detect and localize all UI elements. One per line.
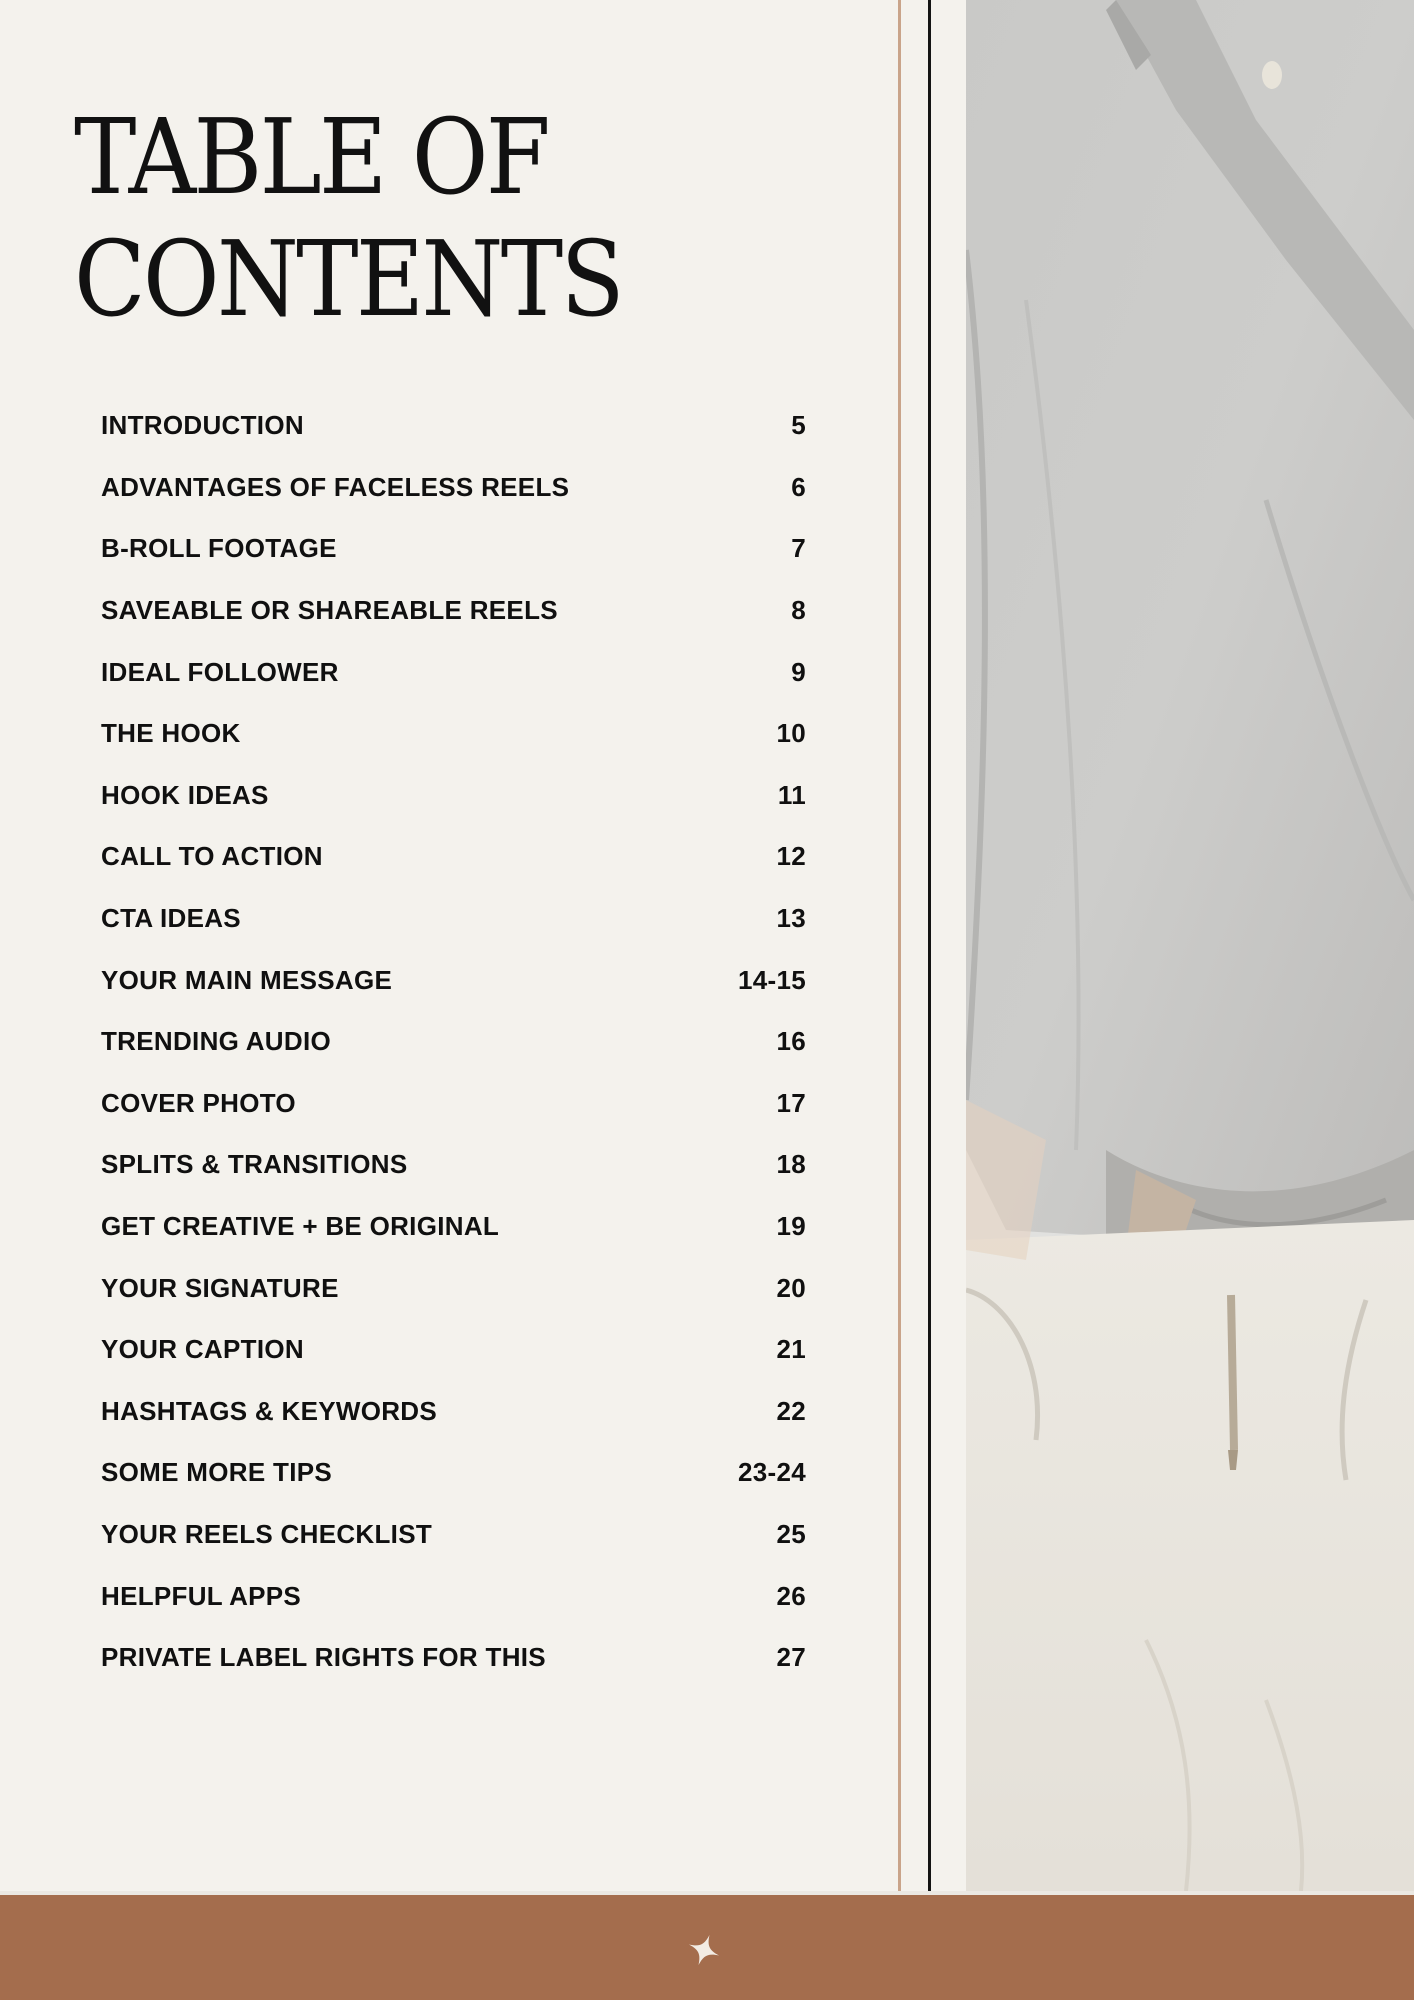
toc-row[interactable] — [101, 395, 806, 457]
toc-row[interactable] — [101, 826, 806, 888]
toc-row[interactable] — [101, 1196, 806, 1258]
toc-entry-label: ADVANTAGES OF FACELESS REELS — [101, 471, 570, 502]
toc-page-number: 10 — [776, 718, 806, 749]
toc-row[interactable] — [101, 1073, 806, 1135]
toc-entry-label: HOOK IDEAS — [101, 779, 269, 810]
toc-entry-label: THE HOOK — [101, 718, 241, 749]
shirt-illustration — [966, 0, 1414, 1891]
toc-row[interactable] — [101, 949, 806, 1011]
toc-entry-label: INTRODUCTION — [101, 410, 304, 441]
toc-page-number: 16 — [776, 1026, 806, 1057]
toc-row[interactable] — [101, 1134, 806, 1196]
toc-entry-label: PRIVATE LABEL RIGHTS FOR THIS — [101, 1642, 546, 1673]
toc-entry-label: YOUR CAPTION — [101, 1334, 304, 1365]
toc-page-number: 26 — [776, 1580, 806, 1611]
toc-row[interactable] — [101, 1257, 806, 1319]
accent-divider — [898, 0, 901, 1891]
toc-entry-label: TRENDING AUDIO — [101, 1026, 332, 1057]
toc-page-number: 25 — [776, 1518, 806, 1549]
toc-row[interactable] — [101, 1504, 806, 1566]
toc-page-number: 11 — [777, 779, 806, 810]
page-title-line-1: TABLE OF — [74, 96, 549, 218]
page-title-line-2: CONTENTS — [74, 218, 622, 340]
page-title — [74, 96, 622, 340]
toc-page-number: 12 — [776, 841, 806, 872]
toc-row[interactable] — [101, 703, 806, 765]
toc-entry-label: HELPFUL APPS — [101, 1580, 302, 1611]
toc-row[interactable] — [101, 641, 806, 703]
toc-page-number: 20 — [776, 1272, 806, 1303]
toc-row[interactable] — [101, 1011, 806, 1073]
toc-entry-label: SAVEABLE OR SHAREABLE REELS — [101, 595, 558, 626]
toc-page-number: 7 — [791, 533, 806, 564]
toc-row[interactable] — [101, 1627, 806, 1689]
toc-page-number: 21 — [776, 1334, 806, 1365]
toc-row[interactable] — [101, 1565, 806, 1627]
toc-page-number: 13 — [776, 903, 806, 934]
toc-row[interactable] — [101, 518, 806, 580]
toc-row[interactable] — [101, 1442, 806, 1504]
toc-page-number: 27 — [776, 1642, 806, 1673]
toc-page-number: 8 — [791, 595, 806, 626]
table-of-contents — [101, 395, 806, 1688]
toc-entry-label: YOUR SIGNATURE — [101, 1272, 339, 1303]
toc-entry-label: IDEAL FOLLOWER — [101, 656, 339, 687]
toc-page-number: 22 — [776, 1395, 806, 1426]
toc-entry-label: COVER PHOTO — [101, 1087, 296, 1118]
toc-row[interactable] — [101, 1319, 806, 1381]
toc-page-number: 9 — [791, 656, 806, 687]
toc-page-number: 19 — [776, 1211, 806, 1242]
toc-page-number: 23-24 — [738, 1457, 806, 1488]
toc-row[interactable] — [101, 457, 806, 519]
toc-entry-label: CALL TO ACTION — [101, 841, 323, 872]
toc-entry-label: GET CREATIVE + BE ORIGINAL — [101, 1211, 500, 1242]
toc-entry-label: SPLITS & TRANSITIONS — [101, 1149, 408, 1180]
toc-page-number: 14-15 — [738, 964, 806, 995]
toc-entry-label: YOUR MAIN MESSAGE — [101, 964, 393, 995]
toc-page-number: 5 — [791, 410, 806, 441]
toc-entry-label: SOME MORE TIPS — [101, 1457, 333, 1488]
black-divider — [928, 0, 931, 1891]
toc-page-number: 17 — [776, 1087, 806, 1118]
toc-entry-label: YOUR REELS CHECKLIST — [101, 1518, 433, 1549]
toc-page-number: 6 — [791, 471, 806, 502]
toc-entry-label: CTA IDEAS — [101, 903, 241, 934]
toc-row[interactable] — [101, 580, 806, 642]
toc-row[interactable] — [101, 1381, 806, 1443]
sparkle-star-icon — [687, 1933, 721, 1967]
toc-row[interactable] — [101, 765, 806, 827]
toc-page-number: 18 — [776, 1149, 806, 1180]
toc-row[interactable] — [101, 888, 806, 950]
toc-entry-label: B-ROLL FOOTAGE — [101, 533, 337, 564]
toc-entry-label: HASHTAGS & KEYWORDS — [101, 1395, 438, 1426]
shirt-photo — [966, 0, 1414, 1891]
